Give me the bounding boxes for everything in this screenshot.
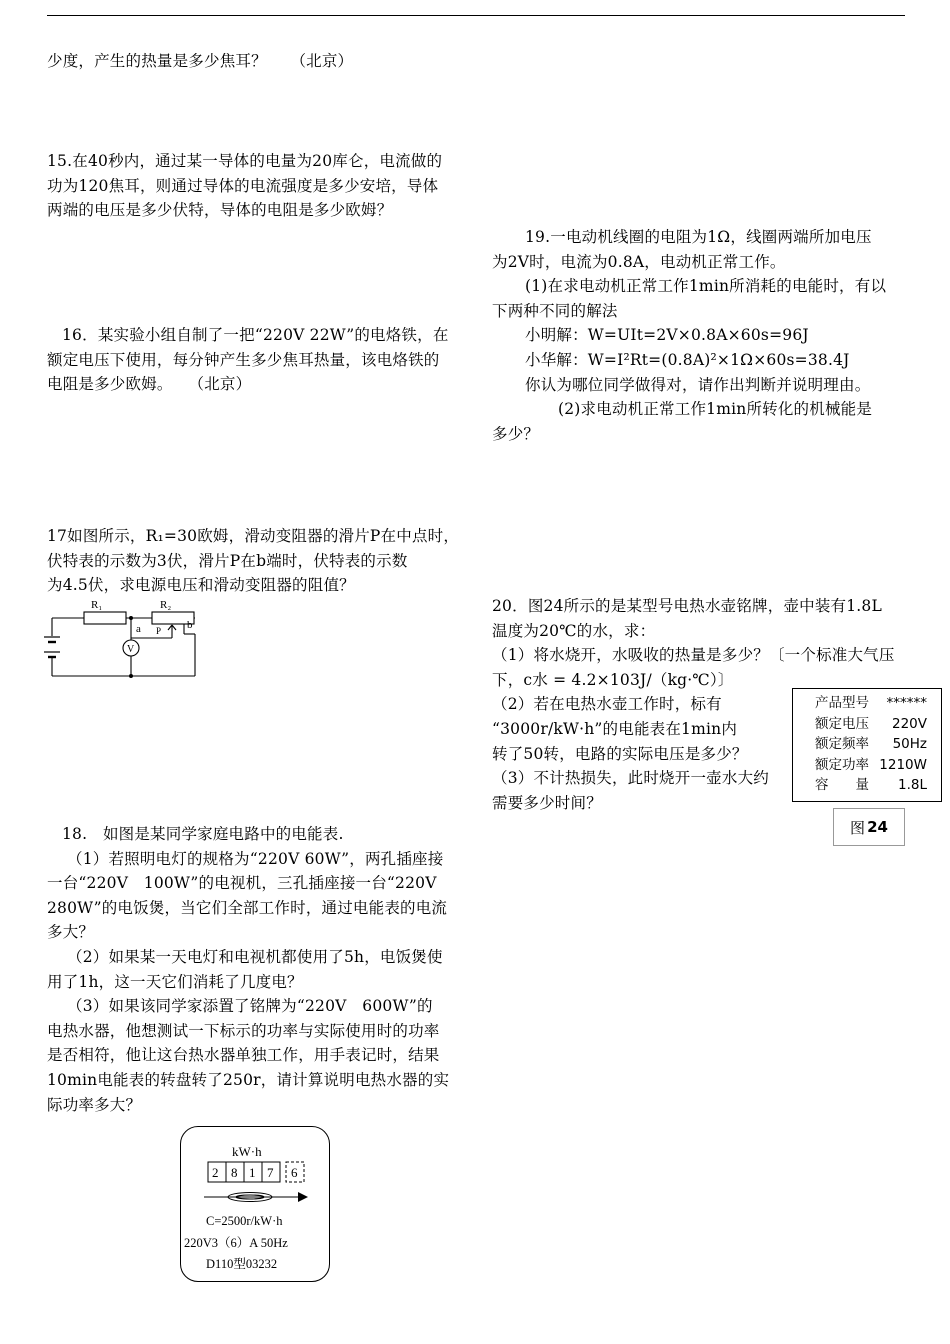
nameplate-row — [793, 755, 941, 776]
meter-constant: C=2500r/kW·h — [205, 1213, 282, 1228]
text-line: “3000r/kW·h”的电能表在1min内 — [492, 719, 738, 738]
meter-digit: 2 — [211, 1164, 218, 1180]
text-line: 19.一电动机线圈的电阻为1Ω，线圈两端所加电压 — [525, 228, 872, 246]
text-line: 你认为哪位同学做得对，请作出判断并说明理由。 — [525, 375, 871, 394]
meter-digit: 6 — [290, 1164, 297, 1180]
text-line: 多少？ — [492, 424, 540, 443]
text-line: 额定电压下使用，每分钟产生多少焦耳热量，该电烙铁的 — [47, 350, 440, 369]
text-line: 280W”的电饭煲，当它们全部工作时，通过电能表的电流 — [47, 898, 448, 917]
text-line: 下，c水 = 4.2×103J/（kg·℃）〕 — [492, 670, 734, 689]
text-line: （1）将水烧开，水吸收的热量是多少？〔一个标准大气压 — [492, 646, 895, 665]
text-line: 温度为20℃的水，求： — [492, 621, 656, 640]
meter-rating: 220V3（6）A 50Hz — [183, 1235, 288, 1250]
text-line: 两端的电压是多少伏特，导体的电阻是多少欧姆？ — [47, 201, 393, 220]
text-line: （3）不计热损失，此时烧开一壶水大约 — [492, 769, 769, 788]
nameplate-row — [793, 714, 941, 735]
text-line: 10min电能表的转盘转了250r，请计算说明电热水器的实 — [47, 1070, 450, 1089]
figure-number: 24 — [867, 818, 888, 836]
meter-model: D110型03232 — [205, 1256, 277, 1271]
nameplate-value: 1210W — [879, 756, 927, 773]
nameplate-row — [793, 734, 941, 755]
text-line: 为2V时，电流为0.8A，电动机正常工作。 — [492, 252, 786, 271]
node-a-label: a — [136, 623, 141, 635]
text-line: 伏特表的示数为3伏，滑片P在b端时，伏特表的示数 — [47, 551, 408, 570]
text-line: 需要多少时间？ — [492, 793, 602, 812]
r2-label: R₂ — [160, 599, 172, 611]
header-rule — [47, 15, 905, 16]
question-16 — [47, 323, 467, 397]
nameplate-key: 额定电压 — [815, 715, 869, 732]
text-line: （1）若照明电灯的规格为“220V 60W”，两孔插座接 — [67, 849, 444, 868]
nameplate-value: 220V — [891, 715, 927, 732]
node-b-label: b — [187, 619, 193, 631]
question-17 — [47, 524, 467, 598]
text-line: （3）如果该同学家添置了铭牌为“220V 600W”的 — [67, 997, 433, 1016]
text-line: 功为120焦耳，则通过导体的电流强度是多少安培，导体 — [47, 176, 439, 195]
text-line: 少度，产生的热量是多少焦耳？ （北京） — [47, 52, 354, 70]
slider-p-label: P — [156, 626, 162, 636]
text-line: 20．图24所示的是某型号电热水壶铭牌，壶中装有1.8L — [492, 597, 882, 615]
text-line: 电阻是多少欧姆。 （北京） — [47, 375, 252, 394]
xiaohua-solution: 小华解：W=I²Rt=(0.8A)²×1Ω×60s=38.4J — [525, 350, 850, 369]
text-line: 是否相符，他让这台热水器单独工作，用手表记时，结果 — [47, 1046, 440, 1065]
meter-unit: kW·h — [231, 1143, 262, 1159]
text-line: 下两种不同的解法 — [492, 301, 618, 320]
nameplate-row — [793, 775, 941, 796]
nameplate-value: ****** — [886, 695, 927, 711]
text-line: 16．某实验小组自制了一把“220V 22W”的电烙铁，在 — [62, 326, 449, 344]
kettle-nameplate — [792, 688, 942, 802]
nameplate-key: 容 量 — [815, 777, 869, 793]
text-line: 转了50转，电路的实际电压是多少？ — [492, 744, 748, 763]
meter-digit: 1 — [248, 1164, 255, 1180]
nameplate-value: 1.8L — [898, 777, 927, 793]
figure-24-caption — [833, 808, 905, 846]
r1-label: R₁ — [91, 599, 103, 611]
nameplate-key: 产品型号 — [815, 695, 869, 711]
meter-digit: 7 — [266, 1164, 273, 1180]
xiaoming-solution: 小明解：W=UIt=2V×0.8A×60s=96J — [525, 326, 809, 345]
nameplate-key: 额定频率 — [815, 736, 869, 752]
text-line: 用了1h，这一天它们消耗了几度电？ — [47, 972, 303, 991]
energy-meter — [180, 1126, 330, 1282]
text-line: （2）若在电热水壶工作时，标有 — [492, 695, 722, 714]
circuit-diagram — [44, 596, 204, 682]
meter-digit: 8 — [230, 1164, 237, 1180]
text-line: 为4.5伏，求电源电压和滑动变阻器的阻值？ — [47, 576, 355, 595]
text-line: （2）如果某一天电灯和电视机都使用了5h，电饭煲使 — [67, 947, 443, 966]
nameplate-key: 额定功率 — [815, 756, 869, 773]
nameplate-value: 50Hz — [892, 736, 927, 752]
voltmeter-label: V — [127, 644, 135, 655]
text-line: 18. 如图是某同学家庭电路中的电能表. — [62, 825, 344, 843]
text-line: 电热水器，他想测试一下标示的功率与实际使用时的功率 — [47, 1021, 440, 1040]
text-line: 一台“220V 100W”的电视机，三孔插座接一台“220V — [47, 874, 437, 893]
text-line: 多大？ — [47, 923, 95, 942]
text-line: 15.在40秒内，通过某一导体的电量为20库仑，电流做的 — [47, 152, 443, 170]
nameplate-row — [793, 693, 941, 714]
text-line: (2)求电动机正常工作1min所转化的机械能是 — [558, 400, 873, 419]
question-18 — [47, 822, 467, 1117]
text-line: (1)在求电动机正常工作1min所消耗的电能时，有以 — [525, 277, 887, 296]
figure-prefix: 图 — [850, 818, 866, 837]
text-line: 际功率多大？ — [47, 1095, 142, 1114]
question-19 — [492, 225, 908, 446]
question-14-fragment — [47, 49, 467, 74]
question-15 — [47, 149, 467, 223]
text-line: 17如图所示，R₁=30欧姆，滑动变阻器的滑片P在中点时， — [47, 527, 460, 545]
